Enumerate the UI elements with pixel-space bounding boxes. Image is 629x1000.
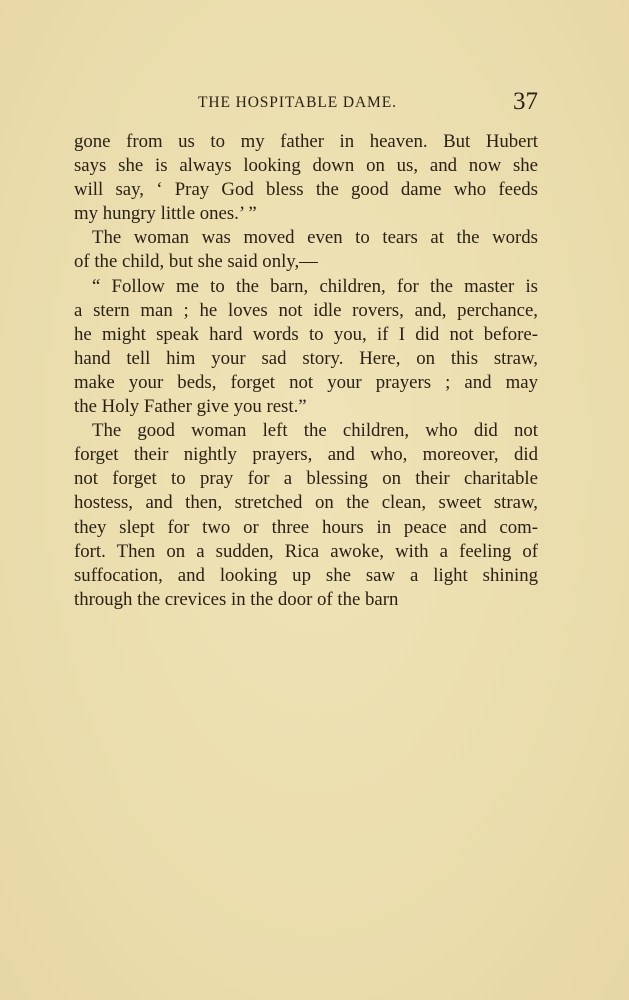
text-line: he might speak hard words to you, if I did not before-: [74, 323, 538, 345]
body-text: [74, 130, 538, 612]
page-number: 37: [513, 88, 538, 115]
text-line: “ Follow me to the barn, children, for the master is: [92, 275, 538, 297]
text-line: says she is always looking down on us, and now she: [74, 155, 538, 177]
text-line: forget their nightly prayers, and who, moreover, did: [74, 444, 538, 466]
text-line: fort. Then on a sudden, Rica awoke, with a feeling of: [74, 540, 538, 562]
text-line: suffocation, and looking up she saw a light shining: [74, 564, 538, 586]
text-line: gone from us to my father in heaven. But Hubert: [74, 131, 538, 152]
running-title: THE HOSPITABLE DAME.: [198, 94, 397, 111]
text-line: The woman was moved even to tears at the words: [92, 227, 538, 249]
text-line: they slept for two or three hours in peace and com-: [74, 516, 538, 538]
text-line: The good woman left the children, who did not: [92, 420, 538, 442]
text-line: a stern man ; he loves not idle rovers, and, perchance,: [74, 299, 538, 321]
text-line: hostess, and then, stretched on the clean, sweet straw,: [74, 492, 538, 514]
text-line: make your beds, forget not your prayers ; and may: [74, 371, 538, 393]
text-line: of the child, but she said only,—: [74, 251, 318, 273]
text-line: hand tell him your sad story. Here, on this straw,: [74, 347, 538, 369]
text-line: the Holy Father give you rest.”: [74, 396, 307, 418]
text-line: will say, ‘ Pray God bless the good dame who feeds: [74, 179, 538, 201]
text-line: not forget to pray for a blessing on their charitable: [74, 468, 538, 490]
text-line: my hungry little ones.’ ”: [74, 203, 257, 225]
text-line: through the crevices in the door of the barn: [74, 588, 399, 610]
running-head: [74, 88, 540, 118]
